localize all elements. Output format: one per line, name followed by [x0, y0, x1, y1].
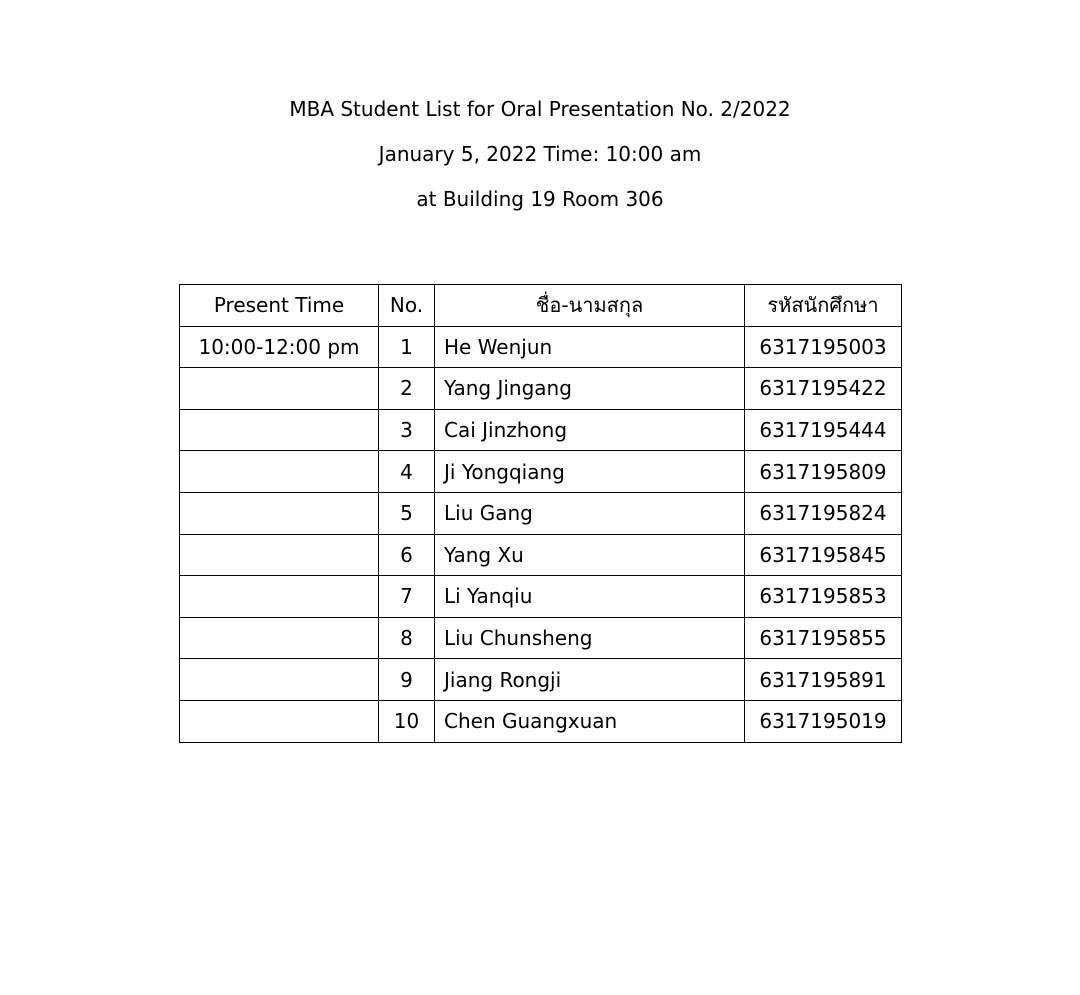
- table-header-row: [180, 285, 902, 327]
- cell-student-id: 6317195853: [745, 576, 902, 618]
- cell-no: 6: [379, 534, 435, 576]
- cell-no: 5: [379, 492, 435, 534]
- cell-name: Chen Guangxuan: [435, 700, 745, 742]
- cell-no: 7: [379, 576, 435, 618]
- cell-student-id: 6317195019: [745, 700, 902, 742]
- cell-student-id: 6317195891: [745, 659, 902, 701]
- cell-present-time: [180, 617, 379, 659]
- document-title: MBA Student List for Oral Presentation No. 2/2022: [289, 97, 791, 121]
- student-table: [179, 284, 902, 743]
- cell-no: 3: [379, 409, 435, 451]
- cell-name: Ji Yongqiang: [435, 451, 745, 493]
- cell-present-time: [180, 700, 379, 742]
- cell-present-time: [180, 659, 379, 701]
- column-header-present-time: Present Time: [180, 285, 379, 327]
- cell-student-id: 6317195422: [745, 368, 902, 410]
- cell-no: 4: [379, 451, 435, 493]
- cell-present-time: [180, 492, 379, 534]
- cell-no: 10: [379, 700, 435, 742]
- presentation-date-time: January 5, 2022 Time: 10:00 am: [378, 142, 702, 166]
- cell-present-time: [180, 576, 379, 618]
- cell-no: 8: [379, 617, 435, 659]
- cell-name: Yang Jingang: [435, 368, 745, 410]
- cell-name: Liu Gang: [435, 492, 745, 534]
- table-row: [180, 368, 902, 410]
- cell-present-time: [180, 368, 379, 410]
- column-header-student-id: รหัสนักศึกษา: [745, 285, 902, 327]
- cell-present-time: [180, 409, 379, 451]
- column-header-no: No.: [379, 285, 435, 327]
- column-header-name: ชื่อ-นามสกุล: [435, 285, 745, 327]
- table-row: [180, 534, 902, 576]
- cell-name: He Wenjun: [435, 326, 745, 368]
- cell-present-time: [180, 534, 379, 576]
- cell-student-id: 6317195845: [745, 534, 902, 576]
- cell-name: Li Yanqiu: [435, 576, 745, 618]
- table-row: [180, 451, 902, 493]
- table-row: [180, 659, 902, 701]
- cell-no: 2: [379, 368, 435, 410]
- presentation-location: at Building 19 Room 306: [416, 187, 664, 211]
- cell-no: 9: [379, 659, 435, 701]
- table-row: [180, 576, 902, 618]
- cell-name: Liu Chunsheng: [435, 617, 745, 659]
- cell-name: Jiang Rongji: [435, 659, 745, 701]
- cell-student-id: 6317195855: [745, 617, 902, 659]
- cell-present-time: 10:00-12:00 pm: [180, 326, 379, 368]
- cell-student-id: 6317195809: [745, 451, 902, 493]
- cell-no: 1: [379, 326, 435, 368]
- table-row: [180, 326, 902, 368]
- table-row: [180, 492, 902, 534]
- cell-student-id: 6317195444: [745, 409, 902, 451]
- table-row: [180, 617, 902, 659]
- cell-student-id: 6317195824: [745, 492, 902, 534]
- cell-name: Cai Jinzhong: [435, 409, 745, 451]
- table-row: [180, 700, 902, 742]
- cell-name: Yang Xu: [435, 534, 745, 576]
- table-row: [180, 409, 902, 451]
- cell-present-time: [180, 451, 379, 493]
- cell-student-id: 6317195003: [745, 326, 902, 368]
